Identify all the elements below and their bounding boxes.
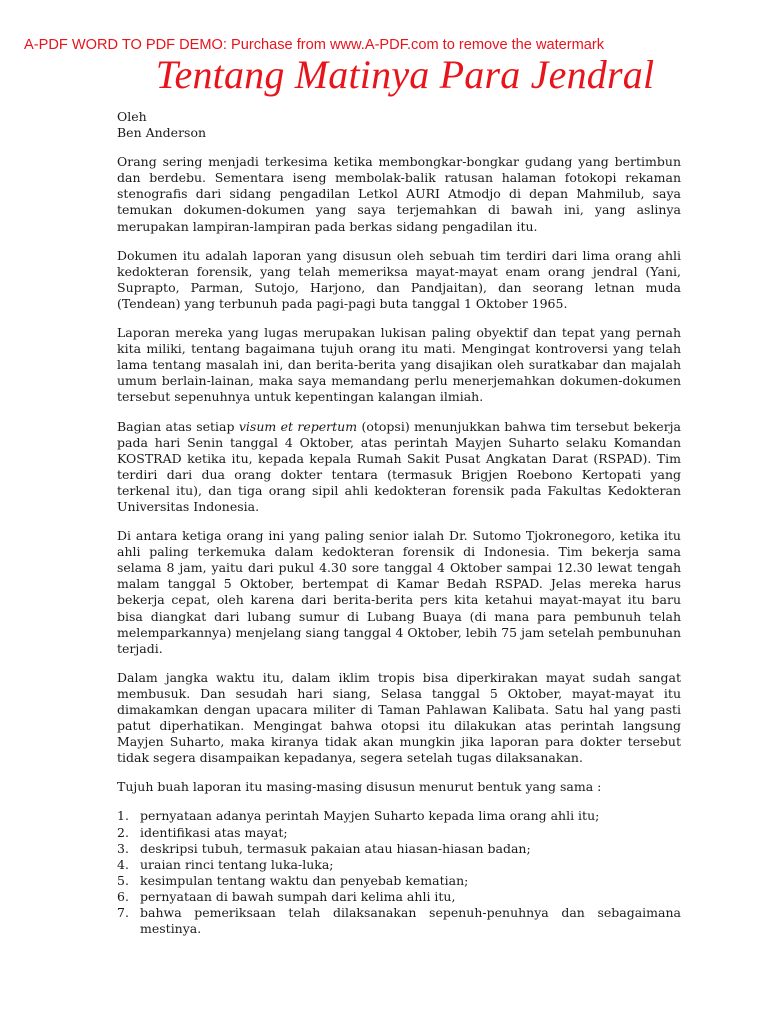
paragraph-4-italic: visum et repertum [238,418,358,434]
paragraph-3: Laporan mereka yang lugas merupakan lukisan paling obyektif dan tepat yang pernah kita miliki, tentang bagaimana tujuh orang itu mati. Mengingat kontroversi yang telah lama tentang masalah ini, dan berita-berita yang disajikan oleh suratkabar dan majalah umum berlain-lainan, maka saya memandang perlu menerjemahkan dokumen-dokumen tersebut sepenuhnya untuk kepentingan kalangan ilmiah. [117,325,681,405]
list-item [117,873,681,889]
list-item-number: 1. [117,808,129,824]
list-item-text: uraian rinci tentang luka-luka; [140,856,334,872]
list-item [117,808,681,824]
paragraph-4-end: (otopsi) menunjukkan bahwa tim tersebut bekerja pada hari Senin tanggal 4 Oktober, atas perintah Mayjen Suharto selaku Komandan KOSTRAD ketika itu, kepada kepala Rumah Sakit Pusat Angkatan Darat (RSPAD). Tim terdiri dari dua orang dokter tentara (termasuk Brigjen Roebono Kertopati yang terkenal itu), dan tiga orang sipil ahli kedokteran forensik pada Fakultas Kedokteran Universitas Indonesia. [117,418,681,514]
list-item-text: kesimpulan tentang waktu dan penyebab kematian; [140,872,469,888]
list-item [117,825,681,841]
paragraph-1: Orang sering menjadi terkesima ketika membongkar-bongkar gudang yang bertimbun dan berdebu. Sementara iseng membolak-balik ratusan halaman fotokopi rekaman stenografis dari sidang pengadilan Letkol AURI Atmodjo di depan Mahmilub, saya temukan dokumen-dokumen yang saya terjemahkan di bawah ini, yang aslinya merupakan lampiran-lampiran pada berkas sidang pengadilan itu. [117,154,681,234]
author-name: Ben Anderson [117,125,207,141]
list-item-number: 7. [117,905,129,921]
paragraph-6: Dalam jangka waktu itu, dalam iklim tropis bisa diperkirakan mayat sudah sangat membusuk. Dan sesudah hari siang, Selasa tanggal 5 Oktober, mayat-mayat itu dimakamkan dengan upacara militer di Taman Pahlawan Kalibata. Satu hal yang pasti patut diperhatikan. Mengingat bahwa otopsi itu dilakukan atas perintah langsung Mayjen Suharto, maka kiranya tidak akan mungkin jika laporan para dokter tersebut tidak segera disampaikan kepadanya, segera setelah tugas dilaksanakan. [117,669,681,766]
paragraph-2: Dokumen itu adalah laporan yang disusun oleh sebuah tim terdiri dari lima orang ahli kedokteran forensik, yang telah memeriksa mayat-mayat enam orang jendral (Yani, Suprapto, Parman, Sutojo, Harjono, dan Pandjaitan), dan seorang letnan muda (Tendean) yang terbunuh pada pagi-pagi buta tanggal 1 Oktober 1965. [117,247,681,311]
document-body [117,109,681,937]
watermark-text: A-PDF WORD TO PDF DEMO: Purchase from www.A-PDF.com to remove the watermark [24,37,605,53]
list-item-text: identifikasi atas mayat; [140,824,288,840]
list-item-number: 6. [117,888,129,904]
list-item-number: 2. [117,824,129,840]
list-item-text: pernyataan adanya perintah Mayjen Suharto kepada lima orang ahli itu; [140,808,600,824]
list-item-number: 4. [117,856,129,872]
paragraph-5: Di antara ketiga orang ini yang paling senior ialah Dr. Sutomo Tjokronegoro, ketika itu ahli paling terkemuka dalam kedokteran forensik di Indonesia. Tim bekerja sama selama 8 jam, yaitu dari pukul 4.30 sore tanggal 4 Oktober sampai 12.30 lewat tengah malam tanggal 5 Oktober, bertempat di Kamar Bedah RSPAD. Jelas mereka harus bekerja cepat, oleh karena dari berita-berita pers kita ketahui mayat-mayat itu baru bisa diangkat dari lubang sumur di Lubang Buaya (di mana para pembunuh telah melemparkannya) menjelang siang tanggal 4 Oktober, lebih 75 jam setelah pembunuhan terjadi. [117,528,681,656]
list-item-number: 3. [117,840,129,856]
list-item [117,857,681,873]
byline-label: Oleh [117,109,147,124]
byline [117,109,681,141]
paragraph-7: Tujuh buah laporan itu masing-masing disusun menurut bentuk yang sama : [117,779,602,795]
paragraph-4-start: Bagian atas setiap [117,418,239,434]
list-item-text: deskripsi tubuh, termasuk pakaian atau hiasan-hiasan badan; [140,840,531,856]
list-item [117,889,681,905]
document-title: Tentang Matinya Para Jendral [155,52,655,97]
paragraph-4 [117,419,681,516]
report-structure-list [117,808,681,937]
list-item-text: pernyataan di bawah sumpah dari kelima ahli itu, [140,888,456,904]
list-item-number: 5. [117,872,129,888]
list-item [117,841,681,857]
list-item [117,905,681,937]
list-item-text: bahwa pemeriksaan telah dilaksanakan sepenuh-penuhnya dan sebagaimana mestinya. [140,905,681,937]
